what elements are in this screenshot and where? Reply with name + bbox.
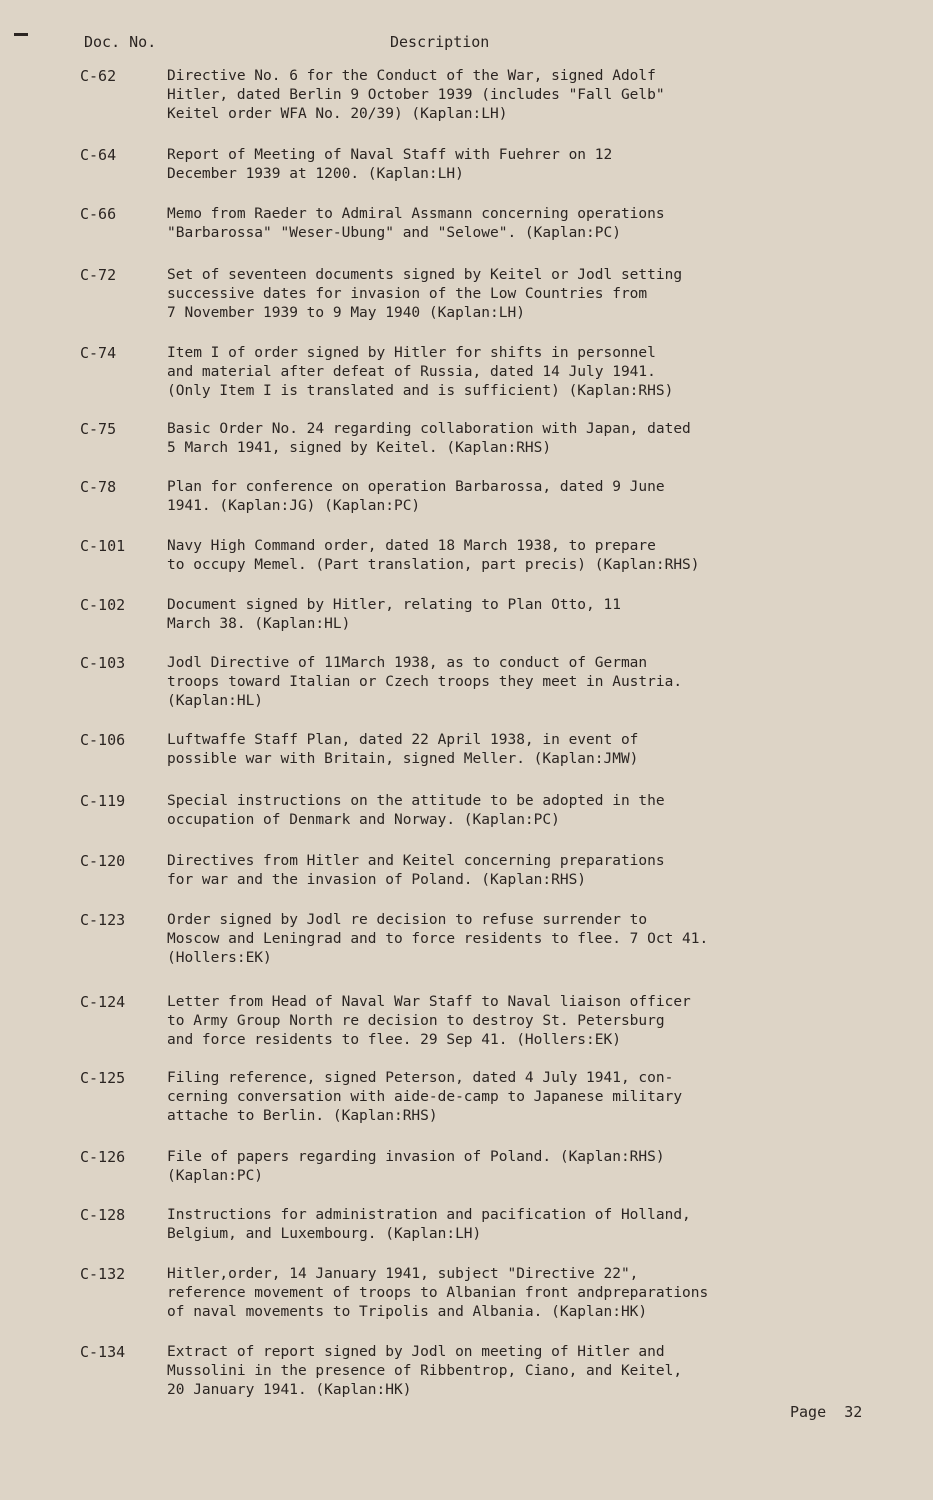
description-line: 5 March 1941, signed by Keitel. (Kaplan:RHS) <box>167 440 552 456</box>
description-line: Extract of report signed by Jodl on meeting of Hitler and <box>167 1344 665 1360</box>
description-line: 20 January 1941. (Kaplan:HK) <box>167 1382 412 1398</box>
description-line: Directive No. 6 for the Conduct of the War, signed Adolf <box>167 68 656 84</box>
description-line: 1941. (Kaplan:JG) (Kaplan:PC) <box>167 498 421 514</box>
description-line: Document signed by Hitler, relating to Plan Otto, 11 <box>167 597 621 613</box>
doc-number: C-132 <box>80 1265 126 1283</box>
page-label: Page <box>790 1403 827 1421</box>
doc-number: C-125 <box>80 1069 126 1087</box>
doc-description <box>167 67 767 124</box>
description-line: "Barbarossa" "Weser-Ubung" and "Selowe". (Kaplan:PC) <box>167 225 621 241</box>
doc-description <box>167 537 767 575</box>
description-line: cerning conversation with aide-de-camp to Japanese military <box>167 1089 683 1105</box>
description-line: Set of seventeen documents signed by Keitel or Jodl setting <box>167 267 683 283</box>
doc-description <box>167 911 767 968</box>
description-line: possible war with Britain, signed Meller. (Kaplan:JMW) <box>167 751 639 767</box>
doc-description <box>167 1265 767 1322</box>
doc-number: C-126 <box>80 1148 126 1166</box>
description-line: Luftwaffe Staff Plan, dated 22 April 1938, in event of <box>167 732 639 748</box>
doc-number: C-101 <box>80 537 126 555</box>
doc-description <box>167 852 767 890</box>
column-header-description: Description <box>390 33 490 51</box>
doc-number: C-119 <box>80 792 126 810</box>
description-line: 7 November 1939 to 9 May 1940 (Kaplan:LH) <box>167 305 525 321</box>
doc-number: C-62 <box>80 67 117 85</box>
description-line: March 38. (Kaplan:HL) <box>167 616 351 632</box>
description-line: December 1939 at 1200. (Kaplan:LH) <box>167 166 464 182</box>
description-line: Plan for conference on operation Barbarossa, dated 9 June <box>167 479 665 495</box>
doc-description <box>167 731 767 769</box>
page-number <box>790 1403 862 1421</box>
description-line: occupation of Denmark and Norway. (Kaplan:PC) <box>167 812 560 828</box>
doc-description <box>167 1343 767 1400</box>
description-line: Report of Meeting of Naval Staff with Fuehrer on 12 <box>167 147 613 163</box>
column-header-doc-no: Doc. No. <box>84 33 157 51</box>
doc-description <box>167 1206 767 1244</box>
description-line: Moscow and Leningrad and to force residents to flee. 7 Oct 41. <box>167 931 709 947</box>
doc-number: C-124 <box>80 993 126 1011</box>
description-line: successive dates for invasion of the Low Countries from <box>167 286 648 302</box>
description-line: of naval movements to Tripolis and Albania. (Kaplan:HK) <box>167 1304 648 1320</box>
description-line: Filing reference, signed Peterson, dated 4 July 1941, con- <box>167 1070 674 1086</box>
doc-description <box>167 420 767 458</box>
description-line: (Only Item I is translated and is sufficient) (Kaplan:RHS) <box>167 383 674 399</box>
doc-number: C-103 <box>80 654 126 672</box>
doc-description <box>167 596 767 634</box>
doc-description <box>167 205 767 243</box>
description-line: Memo from Raeder to Admiral Assmann concerning operations <box>167 206 665 222</box>
doc-description <box>167 344 767 401</box>
doc-number: C-120 <box>80 852 126 870</box>
description-line: Keitel order WFA No. 20/39) (Kaplan:LH) <box>167 106 508 122</box>
doc-description <box>167 654 767 711</box>
description-line: (Kaplan:HL) <box>167 693 264 709</box>
doc-number: C-78 <box>80 478 117 496</box>
doc-number: C-74 <box>80 344 117 362</box>
description-line: attache to Berlin. (Kaplan:RHS) <box>167 1108 438 1124</box>
doc-description <box>167 1148 767 1186</box>
description-line: (Hollers:EK) <box>167 950 272 966</box>
doc-description <box>167 146 767 184</box>
doc-number: C-102 <box>80 596 126 614</box>
doc-number: C-64 <box>80 146 117 164</box>
description-line: Letter from Head of Naval War Staff to Naval liaison officer <box>167 994 691 1010</box>
description-line: File of papers regarding invasion of Poland. (Kaplan:RHS) <box>167 1149 665 1165</box>
doc-number: C-66 <box>80 205 117 223</box>
doc-number: C-128 <box>80 1206 126 1224</box>
description-line: Hitler,order, 14 January 1941, subject "Directive 22", <box>167 1266 639 1282</box>
description-line: Mussolini in the presence of Ribbentrop, Ciano, and Keitel, <box>167 1363 683 1379</box>
doc-number: C-72 <box>80 266 117 284</box>
description-line: Belgium, and Luxembourg. (Kaplan:LH) <box>167 1226 482 1242</box>
description-line: Basic Order No. 24 regarding collaboration with Japan, dated <box>167 421 691 437</box>
description-line: (Kaplan:PC) <box>167 1168 264 1184</box>
doc-description <box>167 478 767 516</box>
doc-number: C-75 <box>80 420 117 438</box>
description-line: troops toward Italian or Czech troops they meet in Austria. <box>167 674 683 690</box>
description-line: for war and the invasion of Poland. (Kaplan:RHS) <box>167 872 587 888</box>
description-line: reference movement of troops to Albanian front andpreparations <box>167 1285 709 1301</box>
doc-number: C-123 <box>80 911 126 929</box>
description-line: Jodl Directive of 11March 1938, as to conduct of German <box>167 655 648 671</box>
description-line: Instructions for administration and pacification of Holland, <box>167 1207 691 1223</box>
doc-description <box>167 792 767 830</box>
doc-number: C-134 <box>80 1343 126 1361</box>
description-line: and material after defeat of Russia, dated 14 July 1941. <box>167 364 656 380</box>
description-line: Hitler, dated Berlin 9 October 1939 (includes "Fall Gelb" <box>167 87 665 103</box>
description-line: Directives from Hitler and Keitel concerning preparations <box>167 853 665 869</box>
page-number-value: 32 <box>844 1403 863 1421</box>
doc-description <box>167 993 767 1050</box>
doc-number: C-106 <box>80 731 126 749</box>
description-line: Order signed by Jodl re decision to refuse surrender to <box>167 912 648 928</box>
description-line: and force residents to flee. 29 Sep 41. (Hollers:EK) <box>167 1032 621 1048</box>
margin-mark <box>14 33 28 36</box>
description-line: Item I of order signed by Hitler for shifts in personnel <box>167 345 656 361</box>
description-line: to Army Group North re decision to destroy St. Petersburg <box>167 1013 665 1029</box>
description-line: Navy High Command order, dated 18 March 1938, to prepare <box>167 538 656 554</box>
description-line: to occupy Memel. (Part translation, part precis) (Kaplan:RHS) <box>167 557 700 573</box>
description-line: Special instructions on the attitude to be adopted in the <box>167 793 665 809</box>
doc-description <box>167 1069 767 1126</box>
doc-description <box>167 266 767 323</box>
